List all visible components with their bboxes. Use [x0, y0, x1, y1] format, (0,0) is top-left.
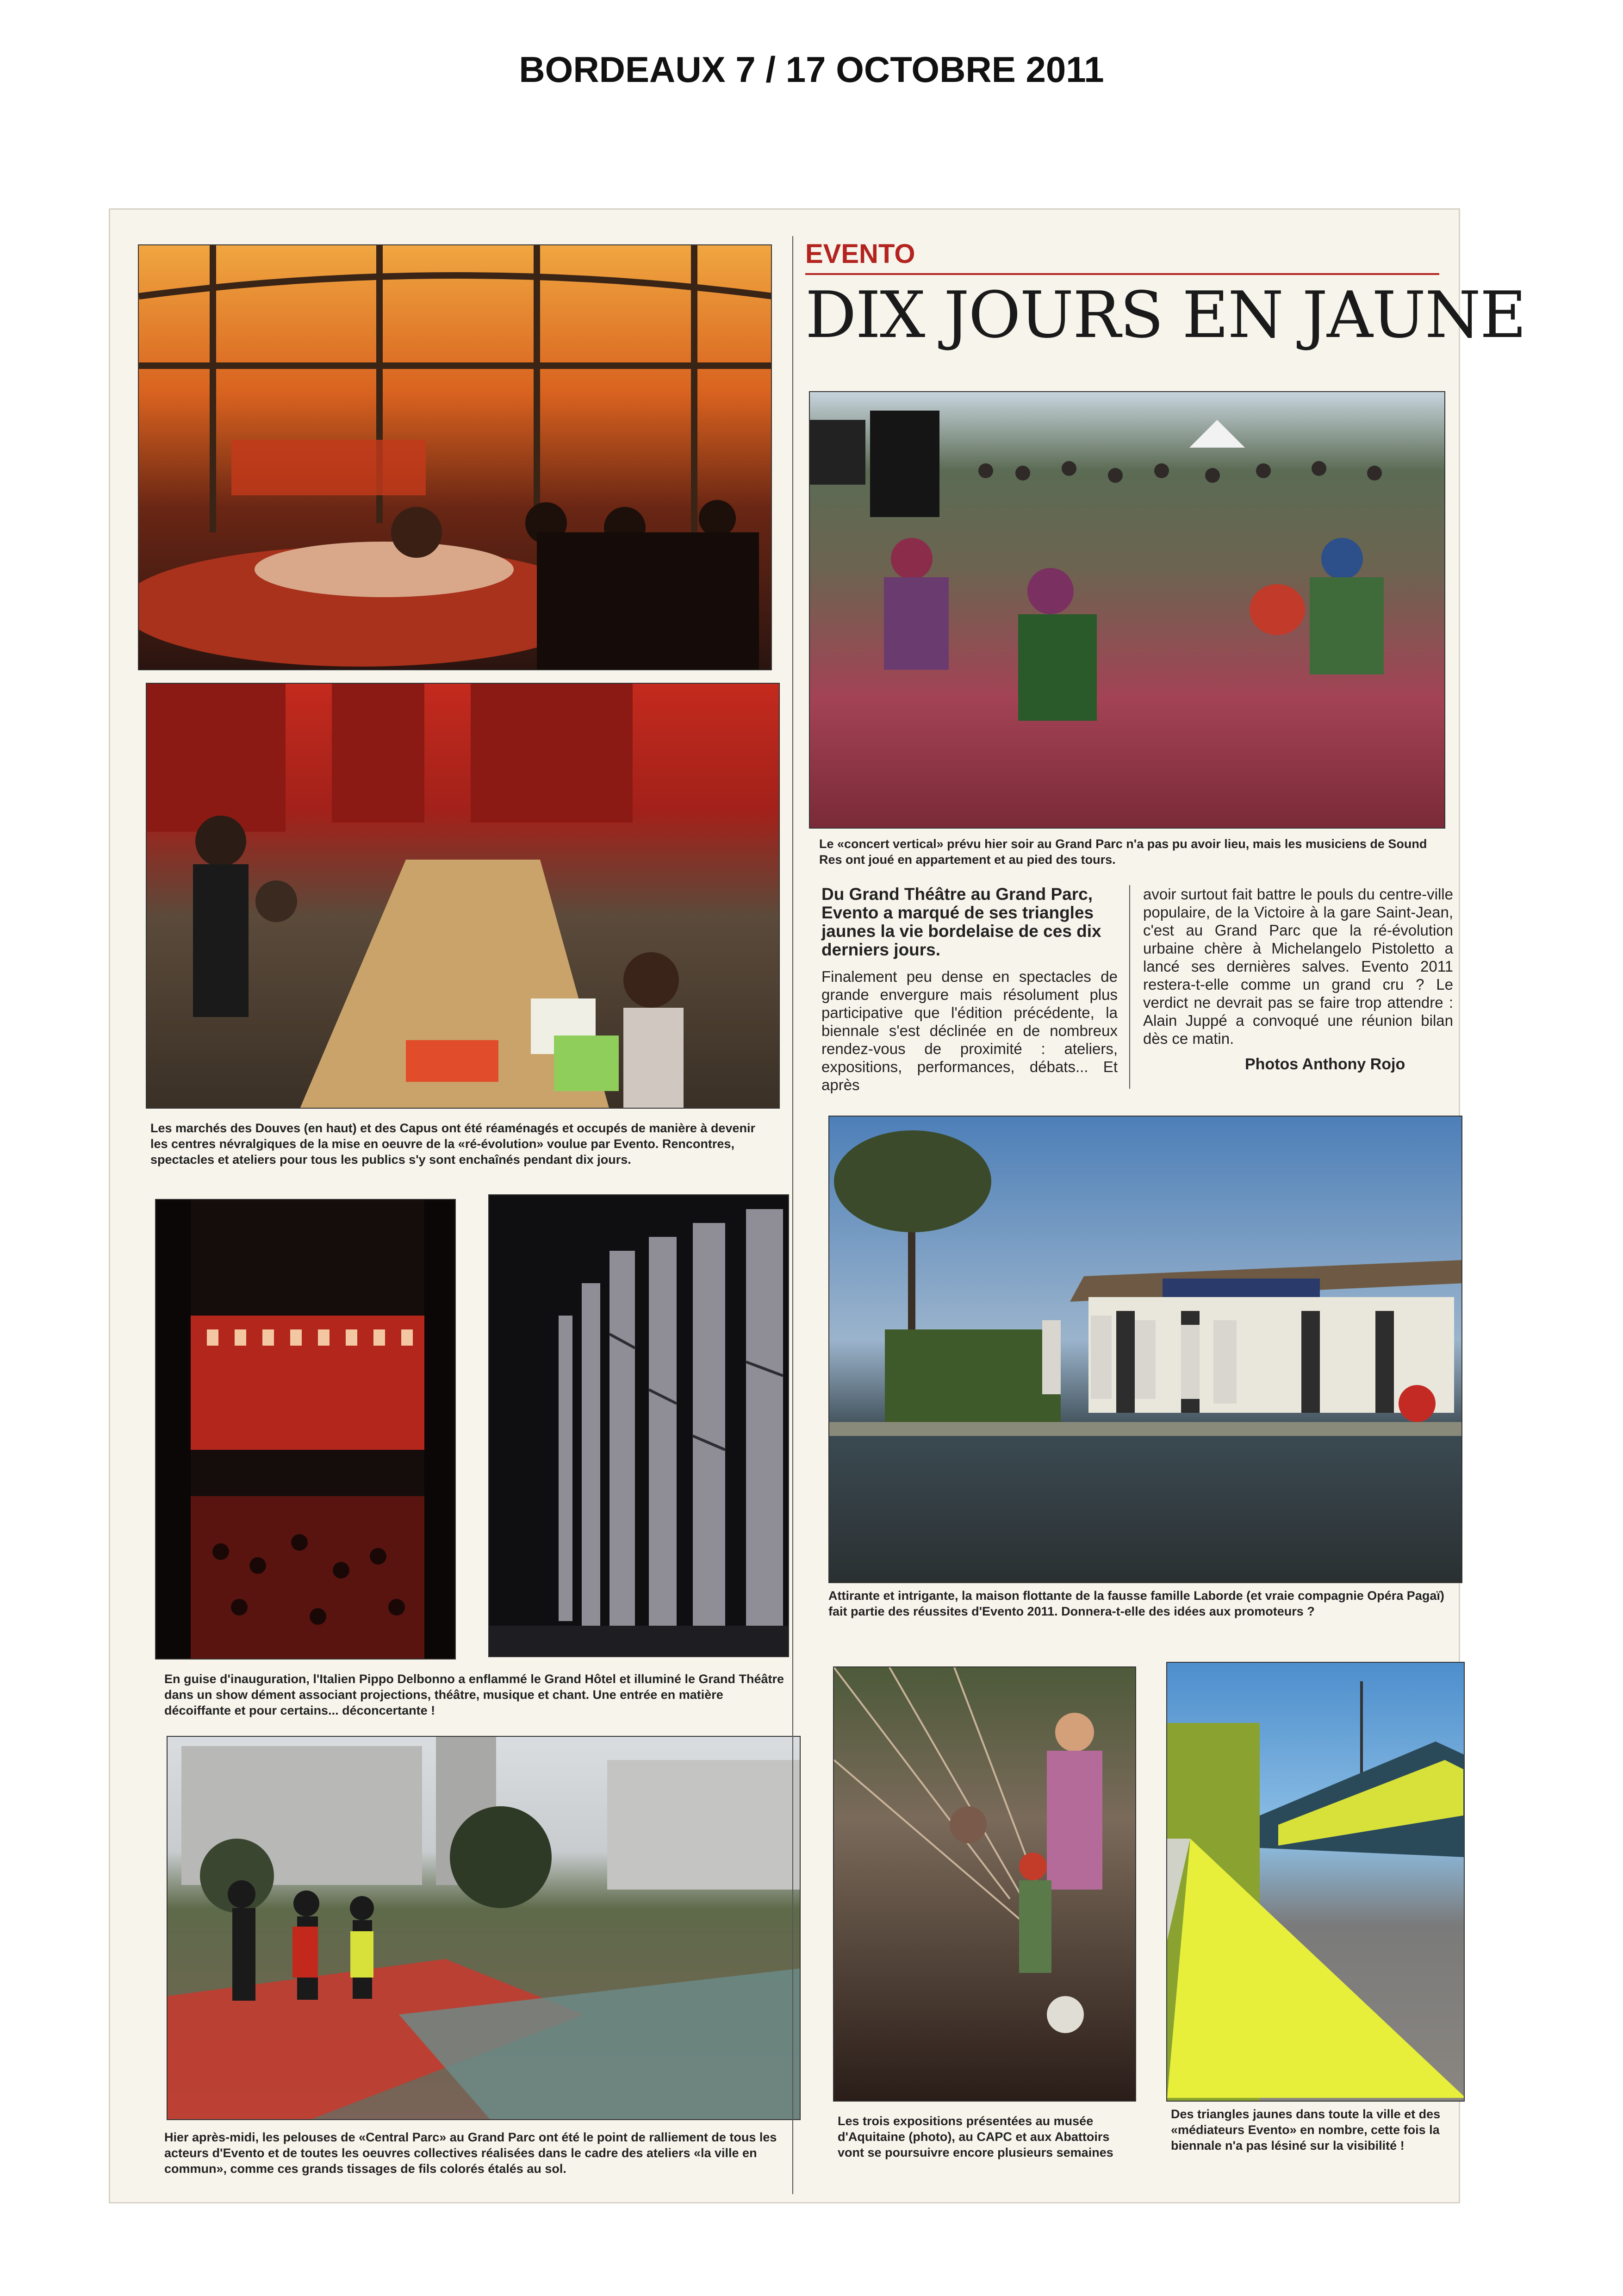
text-column-divider	[1129, 885, 1130, 1089]
photo-market-capus	[146, 683, 780, 1109]
photo-musee-aquitaine	[833, 1666, 1136, 2102]
photo-grand-theatre	[488, 1194, 789, 1657]
caption-triangles: Des triangles jaunes dans toute la ville et des «médiateurs Evento» en nombre, cette fois la biennale n'a pas lésiné sur la visibilité !	[1171, 2107, 1441, 2152]
photo-floating-house	[828, 1116, 1462, 1583]
article-chapo: Du Grand Théâtre au Grand Parc, Evento a marqué de ses triangles jaunes la vie bordelaise de ces dix derniers jours.	[821, 885, 1101, 959]
caption-central-parc: Hier après-midi, les pelouses de «Central Parc» au Grand Parc ont été le point de ralliement de tous les acteurs d'Evento et de toutes les oeuvres collectives réalisées dans le cadre des ateliers «la ville en commun», comme ces grands tissages de fils colorés étalés au sol.	[164, 2130, 777, 2176]
caption-expositions: Les trois expositions présentées au musée d'Aquitaine (photo), au CAPC et aux Abattoirs vont se poursuivre encore plusieurs semaines	[838, 2114, 1113, 2159]
yellow-triangle-icon	[1167, 1839, 1465, 2098]
caption-concert: Le «concert vertical» prévu hier soir au Grand Parc n'a pas pu avoir lieu, mais les musiciens de Sound Res ont joué en appartement et au pied des tours.	[819, 837, 1427, 867]
article-body-col2: avoir surtout fait battre le pouls du centre-ville populaire, de la Victoire à la gare Saint-Jean, c'est au Grand Parc que la ré-évolution urbaine chère à Michelangelo Pistoletto a lancé ses dernières salves. Evento 2011 restera-t-elle comme un grand cru ? Le verdict ne devrait pas se faire trop attendre : Alain Juppé a convoqué une réunion bilan dès ce matin.	[1143, 886, 1453, 1047]
article-body-col1: Finalement peu dense en spectacles de grande envergure mais résolument plus participative que l'édition précédente, la biennale s'est déclinée en de nombreux rendez-vous de proximité : ateliers, expositions, performances, débats... Et après	[821, 968, 1118, 1093]
photo-concert-sound-res	[809, 391, 1445, 829]
page-header: BORDEAUX 7 / 17 OCTOBRE 2011	[519, 49, 1104, 90]
article-kicker: EVENTO	[805, 239, 915, 269]
article-headline: DIX JOURS EN JAUNE	[805, 278, 1526, 352]
kicker-rule	[805, 273, 1439, 275]
photo-central-parc	[167, 1736, 801, 2120]
caption-house: Attirante et intrigante, la maison flottante de la fausse famille Laborde (et vraie compagnie Opéra Pagaï) fait partie des réussites d'Evento 2011. Donnera-t-elle des idées aux promoteurs ?	[828, 1589, 1444, 1618]
photo-market-douves	[138, 244, 772, 670]
column-divider	[792, 236, 793, 2194]
caption-markets: Les marchés des Douves (en haut) et des Capus ont été réaménagés et occupés de manière à devenir les centres névralgiques de la mise en oeuvre de la «ré-évolution» voulue par Evento. Rencontres, spectacles et ateliers pour tous les publics s'y sont enchaînés pendant dix jours.	[150, 1121, 755, 1167]
caption-inauguration: En guise d'inauguration, l'Italien Pippo Delbonno a enflammé le Grand Hôtel et illuminé le Grand Théâtre dans un show dément associant projections, théâtre, musique et chant. Une entrée en matière décoiffante et pour certains... déconcertante !	[164, 1672, 784, 1717]
photo-grand-hotel	[155, 1199, 456, 1660]
photo-credit: Photos Anthony Rojo	[1245, 1055, 1405, 1073]
photo-tram-triangle	[1166, 1662, 1465, 2102]
